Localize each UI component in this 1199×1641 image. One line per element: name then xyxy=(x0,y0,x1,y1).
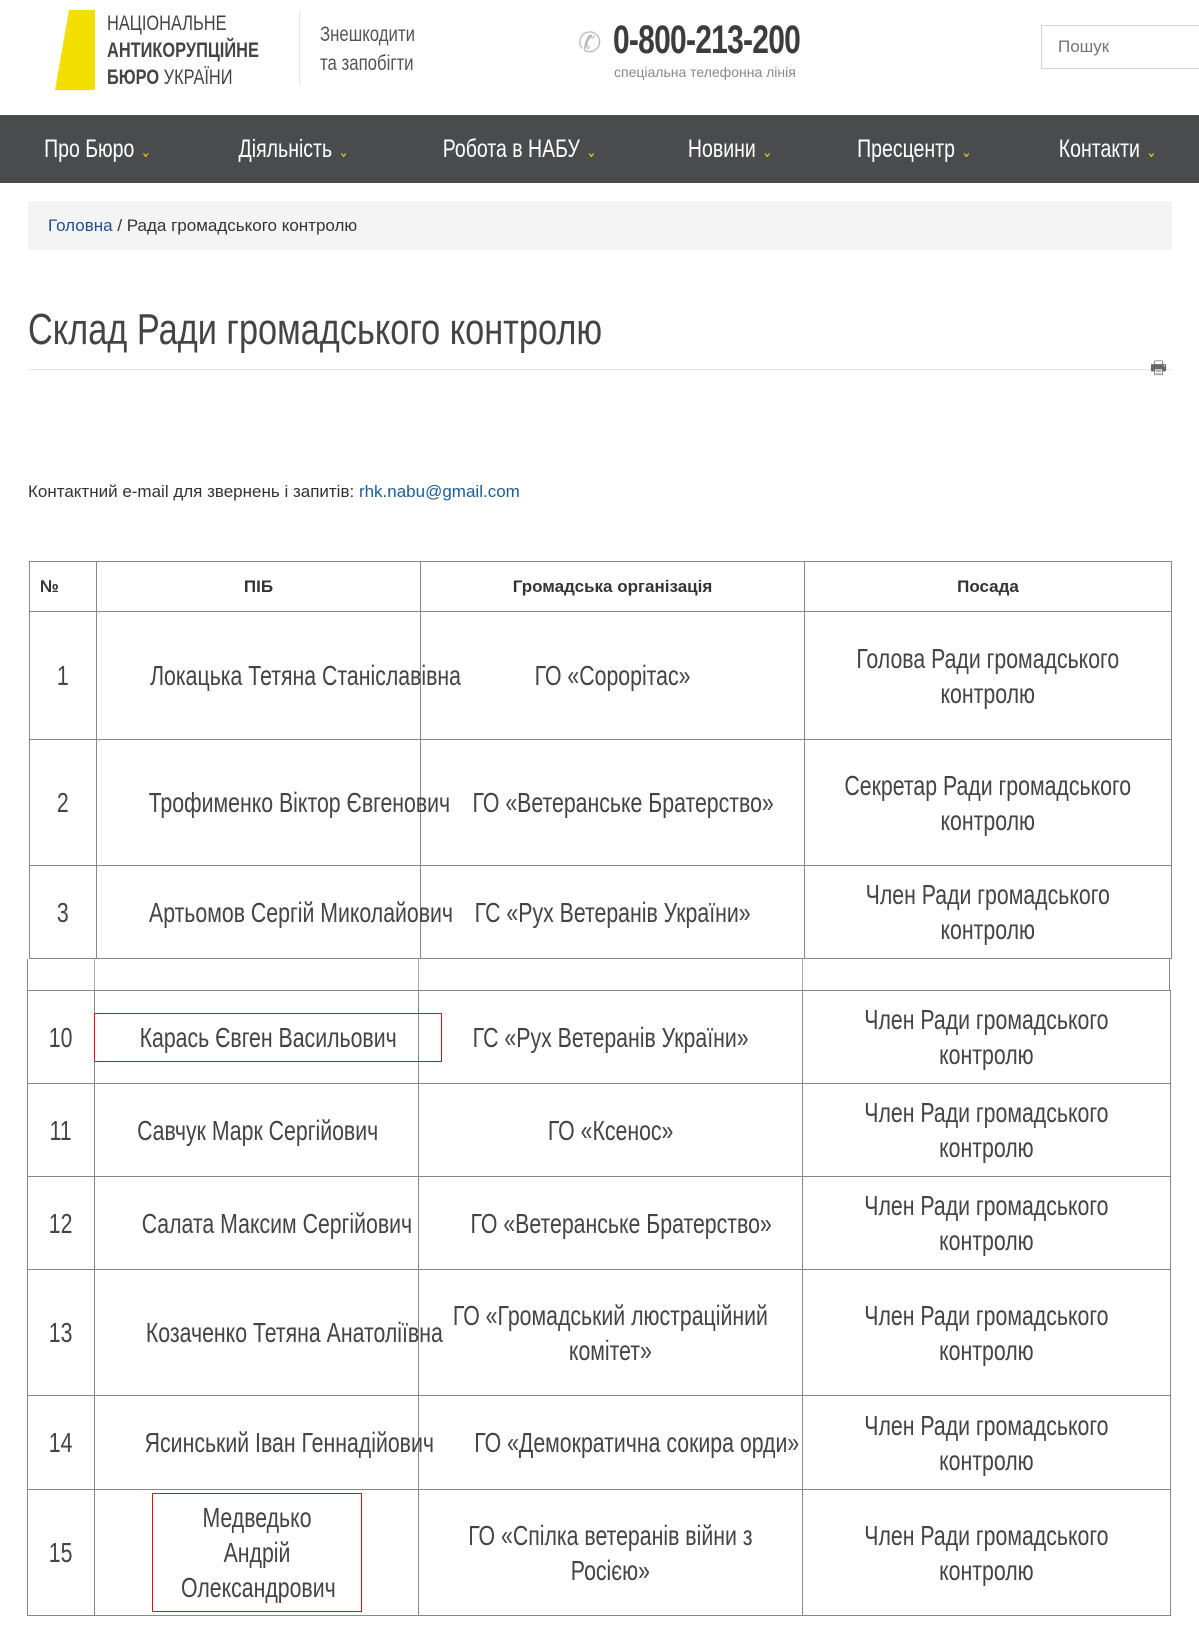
contact-label: Контактний e-mail для звернень і запитів: xyxy=(28,482,359,501)
contact-email-link[interactable]: rhk.nabu@gmail.com xyxy=(358,482,520,501)
member-organization-cell xyxy=(419,991,803,1084)
table-row xyxy=(30,866,1172,959)
row-number-cell xyxy=(30,740,97,866)
member-name-cell xyxy=(97,612,462,740)
member-organization: ГО «Спілка ветеранів війни з Росією» xyxy=(468,1519,753,1586)
breadcrumb xyxy=(28,201,1172,250)
member-position: Член Ради громадського контролю xyxy=(864,1299,1109,1366)
row-number-cell xyxy=(28,1177,95,1270)
member-organization: ГС «Рух Ветеранів України» xyxy=(474,896,751,928)
member-organization-cell xyxy=(419,1490,803,1616)
member-position: Член Ради громадського контролю xyxy=(864,1190,1109,1256)
member-name: Карась Євген Васильович xyxy=(139,1021,397,1053)
row-number: 1 xyxy=(57,660,69,691)
row-number-cell xyxy=(30,612,97,740)
member-name: Трофименко Віктор Євгенович xyxy=(148,787,451,818)
nav-label: Робота в НАБУ xyxy=(442,134,581,163)
table-row xyxy=(28,1490,1171,1616)
member-position: Член Ради громадського контролю xyxy=(864,1004,1109,1070)
nav-label: Контакти xyxy=(1058,134,1140,163)
main-nav xyxy=(0,115,1199,183)
nav-label: Діяльність xyxy=(238,134,332,163)
page-title: Склад Ради громадського контролю xyxy=(28,305,603,354)
logo-line: АНТИКОРУПЦІЙНЕ xyxy=(107,39,259,62)
chevron-down-icon: ⌄ xyxy=(586,143,597,161)
members-table-continued xyxy=(27,990,1171,1616)
hotline-number[interactable]: 0-800-213-200 xyxy=(613,18,801,62)
row-number-cell xyxy=(28,1084,95,1177)
row-number-cell xyxy=(28,991,95,1084)
member-name: Ясинський Іван Геннадійович xyxy=(144,1427,434,1458)
search-input[interactable] xyxy=(1041,25,1199,69)
member-organization-cell xyxy=(421,612,805,740)
logo-text[interactable] xyxy=(107,10,259,91)
nav-label: Про Бюро xyxy=(43,134,134,163)
row-number: 15 xyxy=(49,1537,73,1568)
row-number: 2 xyxy=(57,787,69,818)
header-position: Посада xyxy=(805,562,1172,612)
row-number: 14 xyxy=(49,1427,73,1458)
row-number-cell xyxy=(30,866,97,959)
nav-item-press[interactable] xyxy=(857,135,972,164)
member-name: Локацька Тетяна Станіславівна xyxy=(150,660,462,691)
table-row xyxy=(28,1177,1171,1270)
member-organization: ГО «Сорорітас» xyxy=(534,660,691,691)
member-position-cell xyxy=(803,1270,1171,1396)
member-organization-cell xyxy=(421,740,805,866)
nav-label: Пресцентр xyxy=(857,134,956,163)
row-number: 3 xyxy=(57,896,69,928)
nav-item-activity[interactable] xyxy=(238,135,348,164)
member-organization: ГО «Ветеранське Братерство» xyxy=(470,1207,772,1239)
member-position: Голова Ради громадського контролю xyxy=(856,642,1120,709)
row-number: 13 xyxy=(49,1317,73,1348)
slogan-line: та запобігти xyxy=(320,52,414,75)
member-organization-cell xyxy=(419,1177,803,1270)
member-position-cell xyxy=(803,1490,1171,1616)
row-number-cell xyxy=(28,1396,95,1490)
member-name: Савчук Марк Сергійович xyxy=(137,1114,379,1146)
header-organization: Громадська організація xyxy=(421,562,805,612)
nav-item-news[interactable] xyxy=(688,135,773,164)
highlight-box xyxy=(157,1498,357,1607)
member-name-cell xyxy=(97,866,454,959)
members-table xyxy=(29,561,1172,959)
member-organization: ГО «Громадський люстраційний комітет» xyxy=(453,1299,768,1366)
slogan xyxy=(320,20,415,78)
row-number: 12 xyxy=(49,1207,73,1239)
table-row xyxy=(28,1084,1171,1177)
member-name-cell xyxy=(95,1396,434,1490)
member-organization-cell xyxy=(421,866,805,959)
header-number: № xyxy=(30,562,97,612)
breadcrumb-current: Рада громадського контролю xyxy=(126,216,358,235)
nav-item-contacts[interactable] xyxy=(1059,135,1157,164)
hotline-caption: спеціальна телефонна лінія xyxy=(614,64,796,80)
member-organization-cell xyxy=(419,1270,803,1396)
member-position-cell xyxy=(803,991,1171,1084)
member-position: Член Ради громадського контролю xyxy=(864,1409,1109,1476)
member-name-cell xyxy=(95,1177,419,1270)
table-row xyxy=(30,740,1172,866)
chevron-down-icon: ⌄ xyxy=(140,143,151,161)
member-name: Медведько Андрій Олександрович xyxy=(180,1502,336,1603)
logo-mark xyxy=(55,10,95,90)
member-name: Артьомов Сергій Миколайович xyxy=(149,896,454,928)
table-gap-strip xyxy=(27,959,1170,991)
contact-line xyxy=(28,482,520,502)
nav-label: Новини xyxy=(687,134,756,163)
table-row xyxy=(28,991,1171,1084)
member-position-cell xyxy=(803,1396,1171,1490)
member-position-cell xyxy=(805,866,1172,959)
member-position-cell xyxy=(805,612,1172,740)
table-row xyxy=(28,1396,1171,1490)
chevron-down-icon: ⌄ xyxy=(961,143,972,161)
member-name-cell xyxy=(95,1084,419,1177)
member-position-cell xyxy=(805,740,1172,866)
row-number-cell xyxy=(28,1270,95,1396)
nav-item-careers[interactable] xyxy=(443,135,597,164)
member-name-cell xyxy=(95,991,419,1084)
member-position-cell xyxy=(803,1177,1171,1270)
member-name-cell xyxy=(95,1490,419,1616)
print-icon[interactable]: 🖶 xyxy=(1150,358,1167,378)
member-name-cell xyxy=(97,740,451,866)
row-number: 10 xyxy=(49,1021,73,1053)
member-name-cell xyxy=(95,1270,443,1396)
header-name: ПІБ xyxy=(97,562,421,612)
member-organization-cell xyxy=(419,1084,803,1177)
member-organization: ГС «Рух Ветеранів України» xyxy=(472,1021,749,1053)
chevron-down-icon: ⌄ xyxy=(338,143,349,161)
chevron-down-icon: ⌄ xyxy=(1146,143,1157,161)
member-name: Салата Максим Сергійович xyxy=(141,1207,413,1239)
table-row xyxy=(28,1270,1171,1396)
member-position: Член Ради громадського контролю xyxy=(865,879,1111,945)
logo-line: УКРАЇНИ xyxy=(163,66,233,89)
phone-icon: ✆ xyxy=(578,27,602,58)
member-position: Секретар Ради громадського контролю xyxy=(844,769,1132,836)
member-organization-cell xyxy=(419,1396,803,1490)
table-header-row xyxy=(30,562,1172,612)
logo-line: БЮРО xyxy=(107,66,160,89)
nav-item-about[interactable] xyxy=(44,135,151,164)
member-position: Член Ради громадського контролю xyxy=(864,1519,1109,1586)
member-organization: ГО «Демократична сокира орди» xyxy=(474,1427,800,1458)
member-organization: ГО «Ветеранське Братерство» xyxy=(472,787,774,818)
breadcrumb-home[interactable]: Головна xyxy=(48,216,113,235)
table-row xyxy=(30,612,1172,740)
member-name: Козаченко Тетяна Анатоліївна xyxy=(145,1317,443,1348)
divider xyxy=(28,369,1172,370)
highlight-box xyxy=(99,1018,437,1057)
row-number: 11 xyxy=(49,1114,73,1146)
chevron-down-icon: ⌄ xyxy=(761,143,773,161)
member-position: Член Ради громадського контролю xyxy=(864,1097,1109,1163)
logo-line: НАЦІОНАЛЬНЕ xyxy=(107,12,227,35)
slogan-line: Знешкодити xyxy=(320,23,416,46)
member-position-cell xyxy=(803,1084,1171,1177)
member-organization: ГО «Ксенос» xyxy=(547,1114,674,1146)
row-number-cell xyxy=(28,1490,95,1616)
divider xyxy=(299,12,300,84)
breadcrumb-separator: / xyxy=(112,216,127,235)
